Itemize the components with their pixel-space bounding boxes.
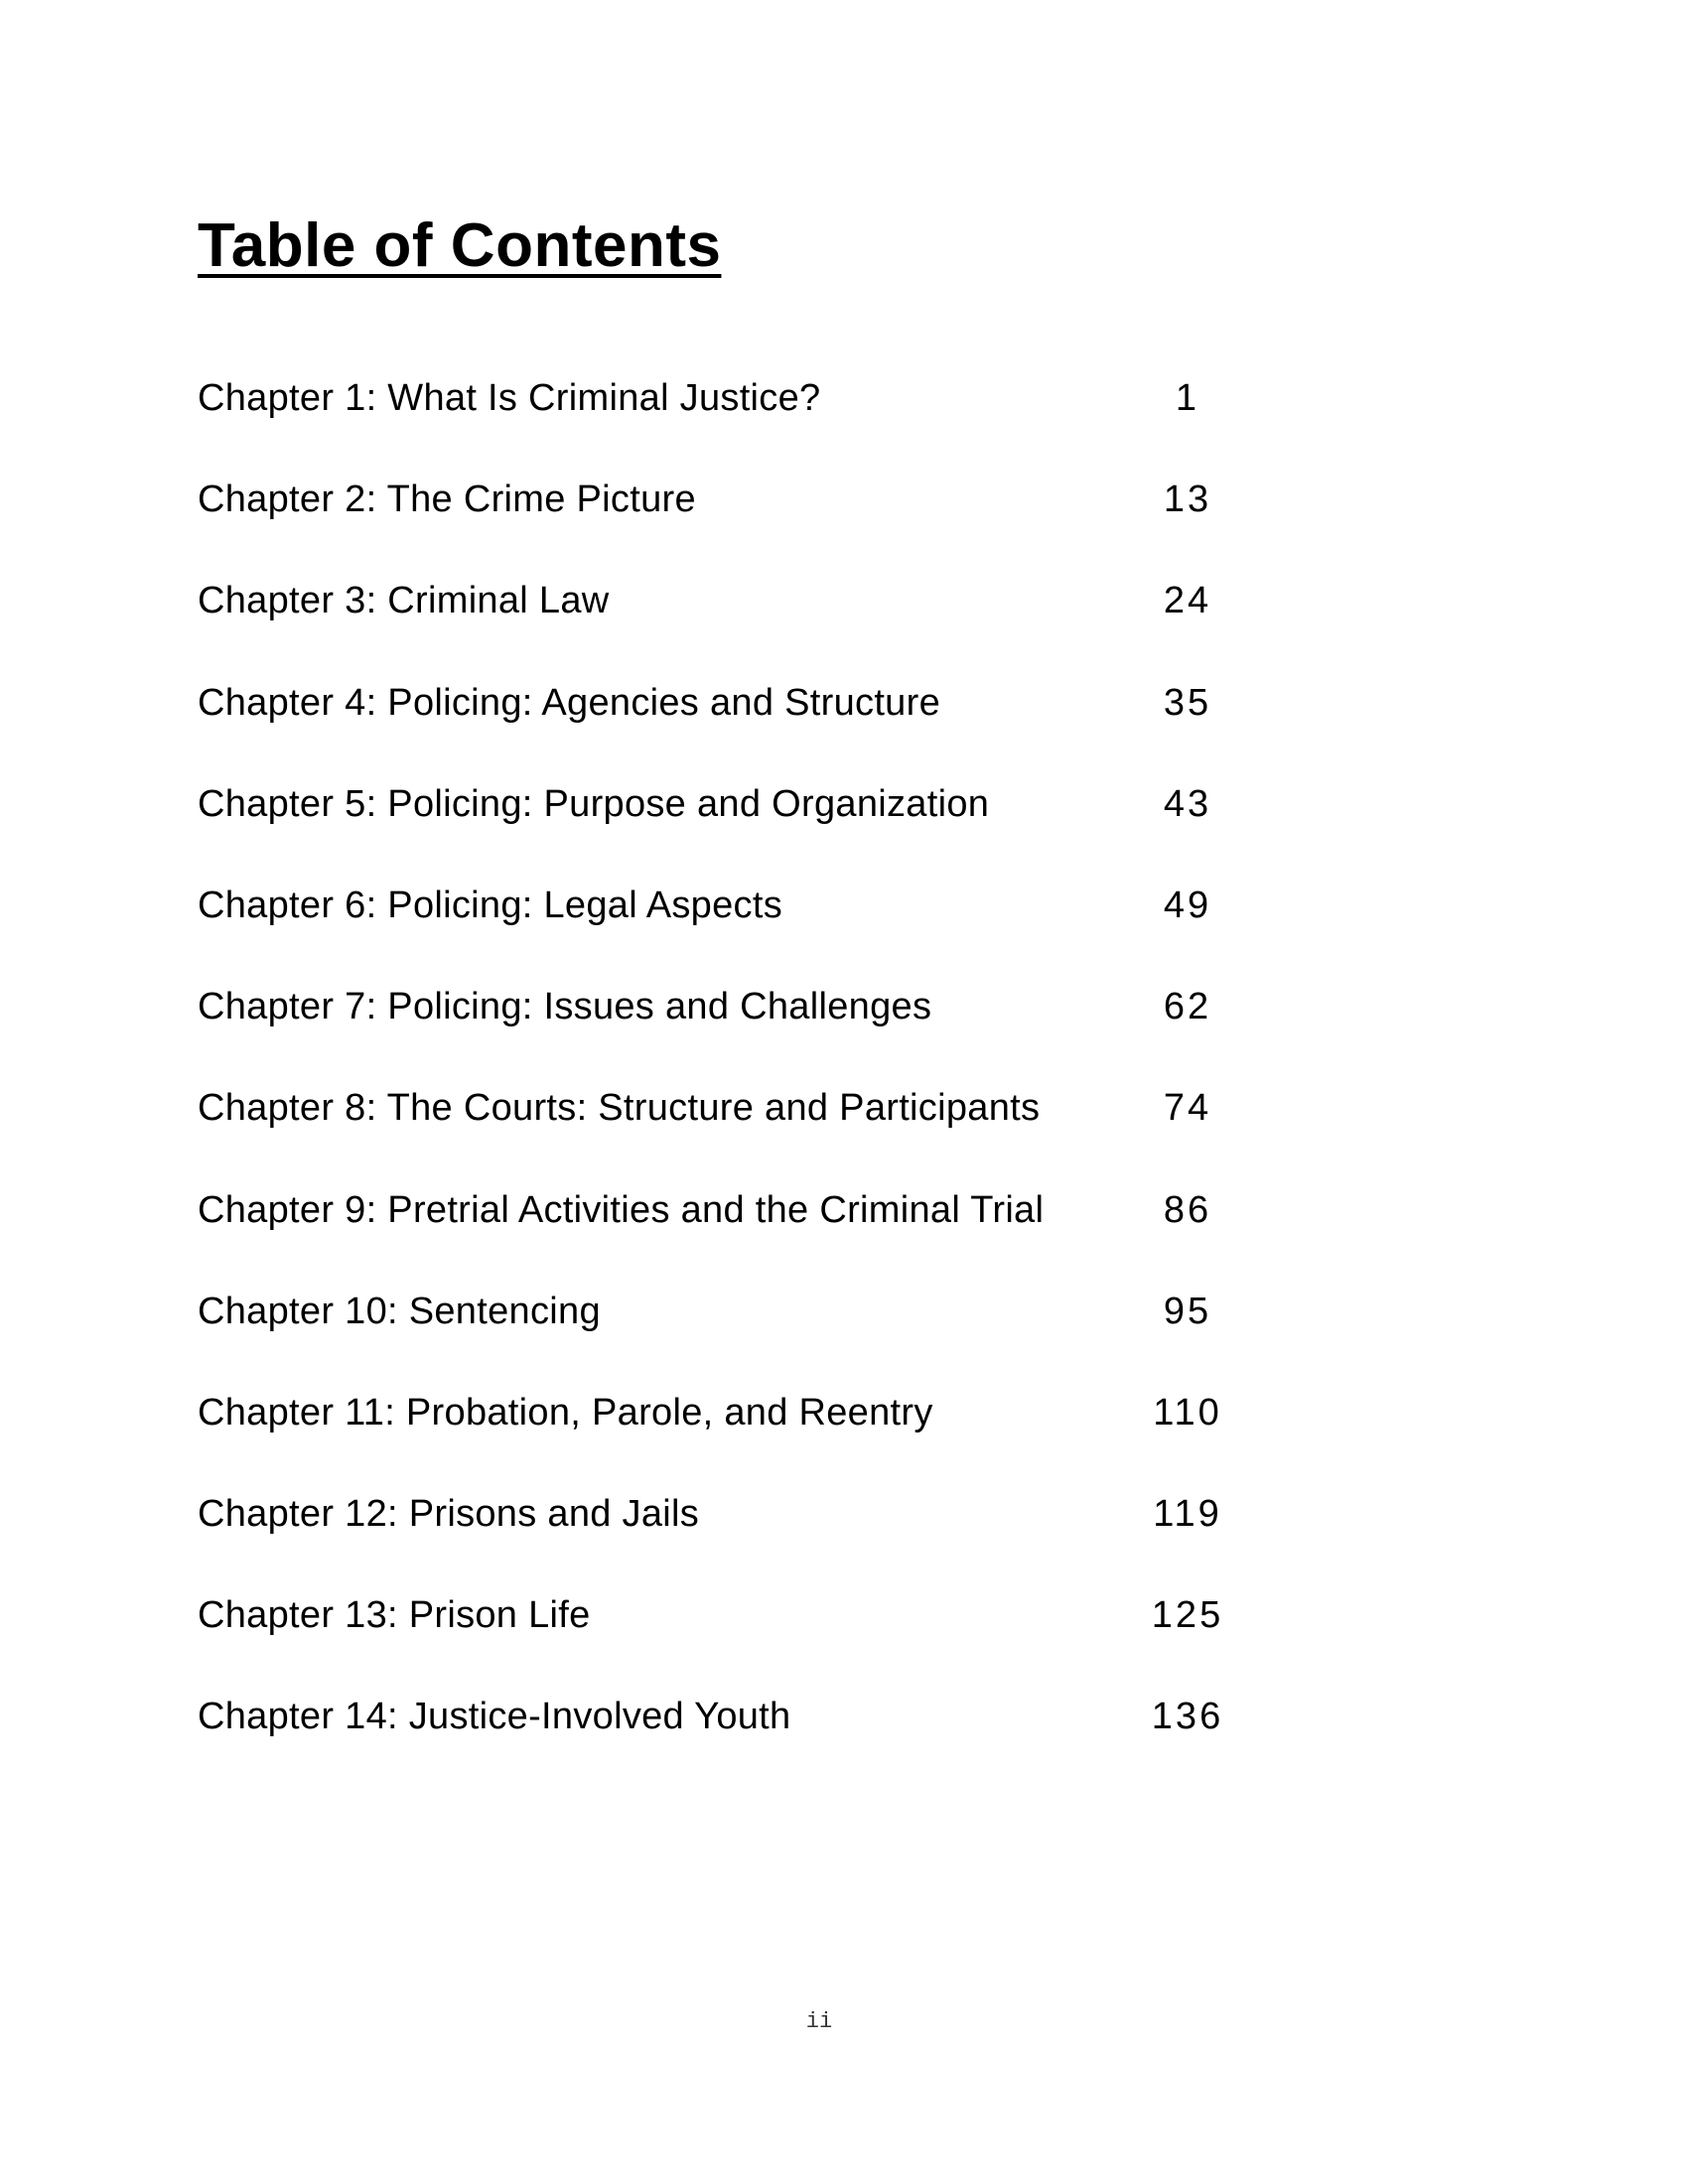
toc-entry[interactable] bbox=[198, 1392, 1290, 1493]
toc-entry-page: 24 bbox=[1163, 580, 1212, 622]
toc-entry[interactable] bbox=[198, 580, 1290, 681]
toc-entry[interactable] bbox=[198, 1189, 1290, 1291]
toc-entry[interactable] bbox=[198, 1594, 1290, 1696]
toc-entry[interactable] bbox=[198, 682, 1290, 783]
table-of-contents bbox=[198, 377, 1290, 1798]
toc-entry[interactable] bbox=[198, 478, 1290, 580]
toc-entry-page: 43 bbox=[1163, 782, 1212, 825]
toc-entry-page: 62 bbox=[1163, 986, 1212, 1028]
toc-entry-page: 136 bbox=[1151, 1696, 1224, 1738]
toc-entry-label: Chapter 5: Policing: Purpose and Organization bbox=[198, 782, 990, 825]
page-title: Table of Contents bbox=[198, 211, 722, 280]
toc-entry-page: 35 bbox=[1163, 681, 1212, 724]
toc-entry-page: 119 bbox=[1153, 1493, 1222, 1536]
toc-entry[interactable] bbox=[198, 885, 1290, 986]
page-number: ii bbox=[805, 2009, 833, 2034]
toc-entry-label: Chapter 6: Policing: Legal Aspects bbox=[198, 884, 782, 926]
toc-entry-page: 95 bbox=[1163, 1290, 1212, 1332]
toc-entry-label: Chapter 9: Pretrial Activities and the Criminal Trial bbox=[198, 1188, 1045, 1231]
toc-entry-page: 13 bbox=[1163, 478, 1212, 521]
toc-entry-label: Chapter 4: Policing: Agencies and Structure bbox=[198, 681, 940, 724]
toc-entry-label: Chapter 7: Policing: Issues and Challenges bbox=[198, 986, 932, 1028]
toc-entry-label: Chapter 11: Probation, Parole, and Reentry bbox=[198, 1391, 933, 1433]
toc-entry-label: Chapter 14: Justice-Involved Youth bbox=[198, 1696, 791, 1738]
toc-entry[interactable] bbox=[198, 986, 1290, 1087]
toc-entry-page: 74 bbox=[1163, 1087, 1212, 1130]
toc-entry-page: 86 bbox=[1163, 1188, 1212, 1231]
toc-entry-label: Chapter 10: Sentencing bbox=[198, 1290, 601, 1332]
toc-entry[interactable] bbox=[198, 1696, 1290, 1797]
toc-entry-label: Chapter 13: Prison Life bbox=[198, 1594, 591, 1637]
toc-entry[interactable] bbox=[198, 783, 1290, 885]
toc-entry-label: Chapter 3: Criminal Law bbox=[198, 580, 610, 622]
toc-entry-label: Chapter 12: Prisons and Jails bbox=[198, 1493, 700, 1536]
toc-entry-page: 1 bbox=[1175, 377, 1200, 419]
toc-entry-page: 49 bbox=[1163, 884, 1212, 926]
toc-entry-page: 110 bbox=[1153, 1391, 1222, 1433]
toc-entry-page: 125 bbox=[1151, 1594, 1224, 1637]
toc-entry[interactable] bbox=[198, 1087, 1290, 1188]
toc-entry[interactable] bbox=[198, 1291, 1290, 1392]
toc-entry[interactable] bbox=[198, 377, 1290, 478]
toc-entry-label: Chapter 1: What Is Criminal Justice? bbox=[198, 377, 821, 419]
toc-entry[interactable] bbox=[198, 1493, 1290, 1594]
toc-entry-label: Chapter 2: The Crime Picture bbox=[198, 478, 696, 521]
toc-entry-label: Chapter 8: The Courts: Structure and Participants bbox=[198, 1087, 1041, 1130]
